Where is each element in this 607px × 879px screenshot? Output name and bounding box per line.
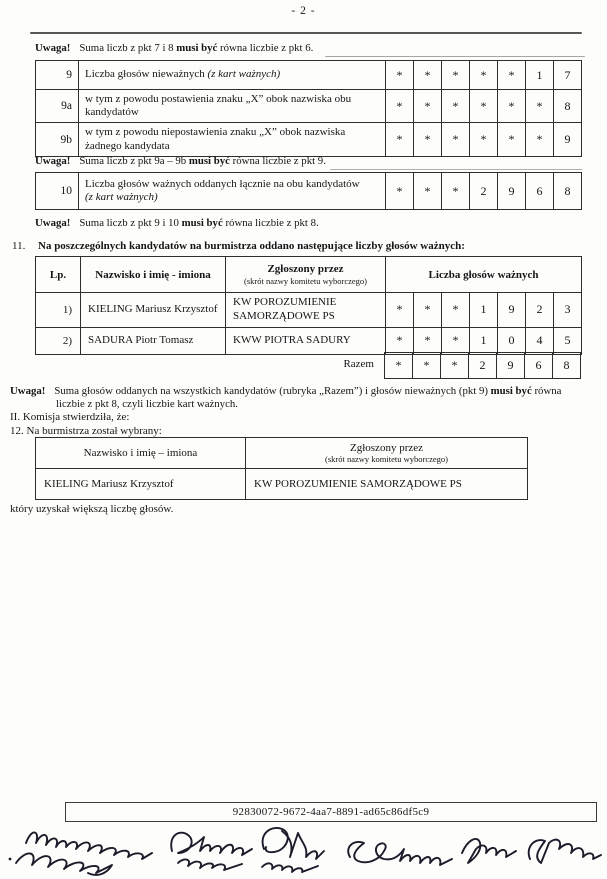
vote-digit-cell: 9 [498, 173, 526, 210]
vote-digit-cell: * [498, 123, 526, 156]
total-cells [384, 352, 581, 379]
signature-5 [462, 839, 516, 863]
vote-digit-cell: * [470, 123, 498, 156]
vote-digit-cell: * [442, 327, 470, 354]
vote-digit-cell: * [414, 123, 442, 156]
vote-digit-cell: 1 [470, 293, 498, 328]
row-label: w tym z powodu postawienia znaku „X” obok nazwiska obu kandydatów [79, 90, 386, 123]
signatures-area [0, 819, 607, 879]
row-label: Liczba głosów ważnych oddanych łącznie na obu kandydatów (z kart ważnych) [79, 173, 386, 210]
vote-digit-cell: 2 [470, 173, 498, 210]
note-sum-all-candidates: Uwaga! Suma głosów oddanych na wszystkich kandydatów (rubryka „Razem”) i głosów nieważnych (pkt 9) musi być równa liczbie z pkt 8, czyli liczbie kart ważnych. [10, 385, 562, 411]
vote-digit-cell: 9 [498, 293, 526, 328]
vote-digit-cell: * [413, 353, 441, 379]
vote-digit-cell: 6 [526, 173, 554, 210]
note-sum-7-8: Uwaga! Suma liczb z pkt 7 i 8 musi być równa liczbie z pkt 6. [35, 42, 314, 54]
vote-digit-cell: 4 [526, 327, 554, 354]
vote-digit-cell: 2 [526, 293, 554, 328]
vote-digit-cell: * [442, 123, 470, 156]
header-votes: Liczba głosów ważnych [386, 257, 582, 293]
vote-digit-cell: * [526, 90, 554, 123]
header-committee: Zgłoszony przez (skrót nazwy komitetu wyborczego) [226, 257, 386, 293]
candidate-committee: KWW PIOTRA SADURY [226, 327, 386, 354]
vote-digit-cell: 6 [525, 353, 553, 379]
vote-digit-cell: * [386, 327, 414, 354]
row-number: 9a [36, 90, 79, 123]
page-number: - 2 - [291, 5, 316, 17]
table-row [36, 173, 582, 210]
invalid-votes-table [35, 60, 582, 157]
document-id: 92830072-9672-4aa7-8891-ad65c86df5c9 [232, 806, 430, 818]
vote-digit-cell: 0 [498, 327, 526, 354]
candidates-table [35, 256, 582, 355]
vote-digit-cell: * [386, 61, 414, 90]
signature-3 [262, 828, 324, 872]
vote-digit-cell: * [414, 61, 442, 90]
vote-digit-cell: * [414, 327, 442, 354]
vote-digit-cell: * [526, 123, 554, 156]
header-name: Nazwisko i imię – imiona [36, 438, 246, 469]
note-sum-9-10: Uwaga! Suma liczb z pkt 9 i 10 musi być równa liczbie z pkt 8. [35, 217, 319, 229]
vote-digit-cell: * [414, 90, 442, 123]
vote-digit-cell: 9 [497, 353, 525, 379]
section-II [10, 410, 162, 439]
elected-committee: KW POROZUMIENIE SAMORZĄDOWE PS [246, 469, 528, 500]
header-name: Nazwisko i imię - imiona [81, 257, 226, 293]
vote-digit-cell: * [442, 90, 470, 123]
candidate-row [36, 327, 582, 354]
row-number: 9 [36, 61, 79, 90]
vote-digit-cell: * [441, 353, 469, 379]
signature-6 [529, 840, 601, 863]
section-12-line: 12. Na burmistrza został wybrany: [10, 425, 162, 438]
vote-digit-cell: 7 [554, 61, 582, 90]
vote-digit-cell: * [414, 293, 442, 328]
scan-line-top [30, 32, 582, 34]
scan-line-fragment-1 [325, 56, 585, 57]
vote-digit-cell: 2 [469, 353, 497, 379]
vote-digit-cell: * [386, 90, 414, 123]
vote-digit-cell: * [385, 353, 413, 379]
vote-digit-cell: * [414, 173, 442, 210]
table-row [36, 90, 582, 123]
scan-line-fragment-2 [330, 169, 582, 170]
header-committee: Zgłoszony przez (skrót nazwy komitetu wyborczego) [246, 438, 528, 469]
table-row [36, 61, 582, 90]
note-sum-9a-9b: Uwaga! Suma liczb z pkt 9a – 9b musi być równa liczbie z pkt 9. [35, 155, 326, 167]
vote-digit-cell: * [498, 90, 526, 123]
vote-digit-cell: * [470, 61, 498, 90]
vote-digit-cell: * [386, 173, 414, 210]
valid-votes-table [35, 172, 582, 210]
table-row [36, 123, 582, 156]
candidate-lp: 2) [36, 327, 81, 354]
candidate-row [36, 293, 582, 328]
vote-digit-cell: 5 [554, 327, 582, 354]
elected-name: KIELING Mariusz Krzysztof [36, 469, 246, 500]
vote-digit-cell: * [386, 123, 414, 156]
vote-digit-cell: * [442, 173, 470, 210]
note-label: Uwaga! [35, 42, 71, 54]
vote-digit-cell: 8 [554, 173, 582, 210]
vote-digit-cell: 1 [526, 61, 554, 90]
vote-digit-cell: * [470, 90, 498, 123]
total-row [35, 352, 581, 379]
vote-digit-cell: 8 [554, 90, 582, 123]
signature-1 [16, 832, 152, 874]
row-label: w tym z powodu niepostawienia znaku „X” obok nazwiska żadnego kandydata [79, 123, 386, 156]
candidate-name: KIELING Mariusz Krzysztof [81, 293, 226, 328]
section-11-heading [12, 240, 465, 252]
vote-digit-cell: 3 [554, 293, 582, 328]
row-number: 10 [36, 173, 79, 210]
elected-header-row [36, 438, 528, 469]
ink-dot [9, 858, 12, 861]
section-11-title: Na poszczególnych kandydatów na burmistrza oddano następujące liczby głosów ważnych: [38, 240, 465, 252]
signature-4 [348, 842, 452, 865]
header-lp: Lp. [36, 257, 81, 293]
candidates-header-row [36, 257, 582, 293]
vote-digit-cell: * [498, 61, 526, 90]
section-11-number: 11. [12, 240, 26, 252]
candidate-committee: KW POROZUMIENIE SAMORZĄDOWE PS [226, 293, 386, 328]
candidate-lp: 1) [36, 293, 81, 328]
total-label: Razem [343, 358, 374, 370]
vote-digit-cell: 9 [554, 123, 582, 156]
vote-digit-cell: 8 [553, 353, 581, 379]
elected-table [35, 437, 528, 500]
section-II-line: II. Komisja stwierdziła, że: [10, 411, 130, 423]
signature-2 [171, 833, 252, 870]
vote-digit-cell: * [386, 293, 414, 328]
elected-row [36, 469, 528, 500]
closing-text: który uzyskał większą liczbę głosów. [10, 503, 174, 515]
candidate-name: SADURA Piotr Tomasz [81, 327, 226, 354]
vote-digit-cell: 1 [470, 327, 498, 354]
row-label: Liczba głosów nieważnych (z kart ważnych) [79, 61, 386, 90]
row-number: 9b [36, 123, 79, 156]
vote-digit-cell: * [442, 61, 470, 90]
vote-digit-cell: * [442, 293, 470, 328]
